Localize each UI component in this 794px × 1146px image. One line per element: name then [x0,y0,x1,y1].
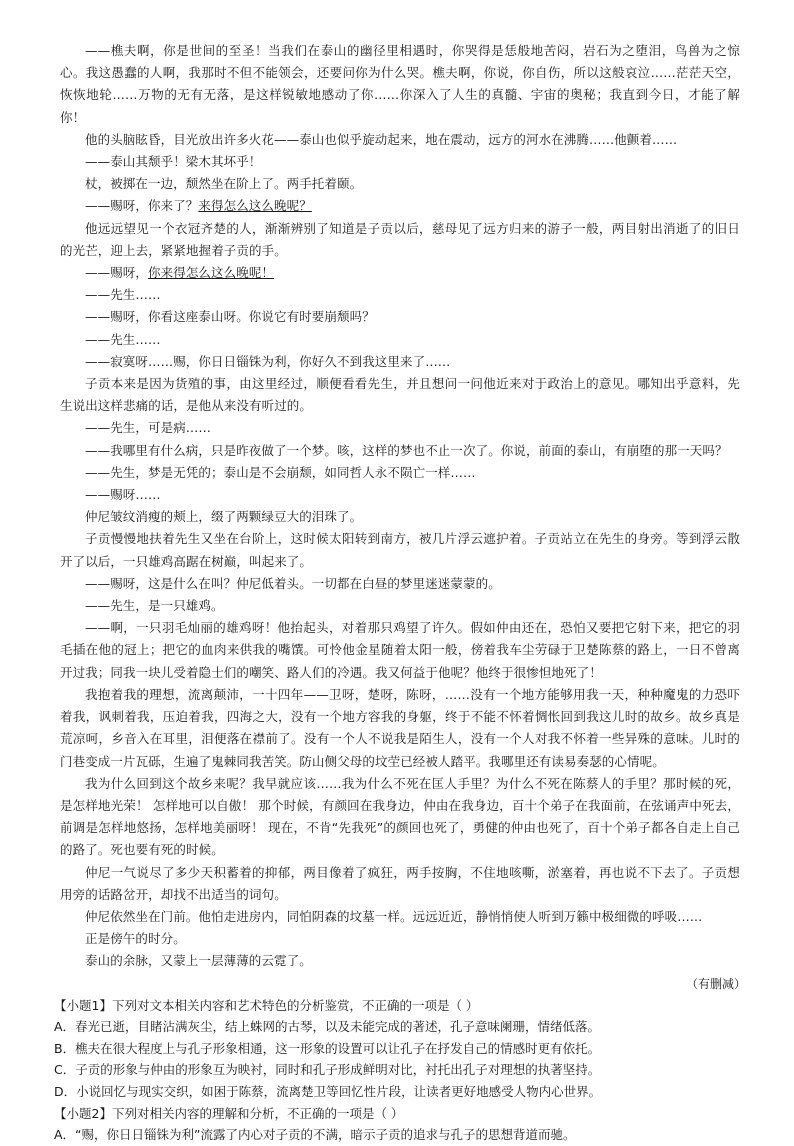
question-option: D．小说回忆与现实交织，如困于陈蔡，流离楚卫等回忆性片段，让读者更好地感受人物内心世界。 [54,1083,602,1099]
question-stem: 【小题2】下列对相关内容的理解和分析，不正确的一项是（ ） [54,1105,404,1121]
paragraph: 杖，被掷在一边，颓然坐在阶上了。两手托着颐。 [85,176,363,192]
paragraph: 他远远望见一个衣冠齐楚的人，渐渐辨别了知道是子贡以后，慈母见了远方归来的游子一般，两目射出消逝了的旧日的光芒，迎上去，紧紧地握着子贡的手。 [60,220,740,258]
questions [54,995,740,1146]
paragraph: 泰山的余脉，又蒙上一层薄薄的云霓了。 [85,953,312,969]
underlined-sentence: 你来得怎么这么晚呢！ [148,265,275,281]
paragraph: ——赐呀，你看这座泰山呀。你说它有时要崩颓吗？ [85,309,375,325]
paragraph: ——先生，是一只雄鸡。 [85,598,224,614]
paragraph: 他的头脑眩昏，目光放出许多火花——泰山也似乎旋动起来，地在震动，远方的河水在沸腾……他颤着…… [85,131,678,147]
paragraph: 我抱着我的理想，流离颠沛，一十四年——卫呀，楚呀，陈呀，……没有一个地方能够用我一天，种种魔鬼的力恐吓着我，讽刺着我，压迫着我，四海之大，没有一个地方容我的身躯，终于不能不怀着惆怅回到我这儿时的故乡。故乡真是荒凉呵，乡音入在耳里，泪便落在襟前了。没有一个人不说我是陌生人，没有一个人对我不怀着一些异殊的意味。儿时的门巷变成一片瓦砾，生遍了鬼棘同我苦笑。防山侧父母的坟茔已经被人踏平。我哪里还有读易奏瑟的心情呢。 [60,686,740,769]
paragraph: 仲尼依然坐在门前。他怕走进房内，同怕阴森的坟墓一样。远远近近，静悄悄使人听到万籁中极细微的呼吸…… [85,908,703,924]
paragraph: ——先生…… [85,331,161,347]
paragraph: 仲尼一气说尽了多少天积蓄着的抑郁，两目像着了疯狂，两手按胸，不住地咳嘶，淤塞着，再也说不下去了。子贡想用旁的话路岔开，却找不出适当的词句。 [60,864,740,902]
paragraph: ——我哪里有什么病，只是昨夜做了一个梦。咳，这样的梦也不止一次了。你说，前面的泰山，有崩堕的那一天吗？ [85,442,728,458]
paragraph: 正是傍午的时分。 [85,931,186,947]
question-option: C．子贡的形象与仲由的形象互为映衬，同时和孔子形成鲜明对比，衬托出孔子对理想的执著坚持。 [54,1062,601,1078]
paragraph: ——赐呀，这是什么在叫？仲尼低着头。一切都在白昼的梦里迷迷蒙蒙的。 [85,575,501,591]
question-option: A．“赐，你日日锱铢为利”流露了内心对子贡的不满，暗示子贡的追求与孔子的思想背道而驰。 [54,1127,576,1143]
paragraph: ——先生…… [85,287,161,303]
question-stem: 【小题1】下列对文本相关内容和艺术特色的分析鉴赏，不正确的一项是（ ） [54,997,479,1013]
paragraph: ——寂寞呀……赐，你日日锱铢为利，你好久不到我这里来了…… [85,353,451,369]
paragraph: 子贡慢慢地扶着先生又坐在台阶上，这时候太阳转到南方，被几片浮云遮护着。子贡站立在先生的身旁。等到浮云散开了以后，一只雄鸡高踞在树巅，叫起来了。 [60,531,740,569]
paragraph: 我为什么回到这个故乡来呢？我早就应该……我为什么不死在匡人手里？为什么不死在陈蔡人的手里？那时候的死，是怎样地光荣！ 怎样地可以自傲！ 那个时候，有颜回在我身边，仲由在我身边，百十个弟子在我面前，在弦诵声中死去，前调是怎样地悠扬，怎样地美丽呀！ 现在，不肯“先我死”的颜回也死了，勇健的仲由也死了，百十个弟子都各自走上自己的路了。死也要有死的时候。 [60,775,740,858]
paragraph [60,195,740,217]
question-option: B．樵夫在很大程度上与孔子形象相通，这一形象的设置可以让孔子在抒发自己的情感时更有依托。 [54,1040,601,1056]
paragraph: 子贡本来是因为货殖的事，由这里经过，顺便看看先生，并且想问一问他近来对于政治上的意见。哪知出乎意料，先生说出这样悲痛的话，是他从来没有听过的。 [60,376,740,414]
source-note: （有删减） [685,976,746,991]
paragraph: ——先生，梦是无凭的；泰山是不会崩颓，如同哲人永不陨亡一样…… [85,464,476,480]
question-option: A．春光已逝，目睹沾满灰尘，结上蛛网的古琴，以及未能完成的著述，孔子意味阑珊，情绪低落。 [54,1019,601,1035]
paragraph: ——樵夫啊，你是世间的至圣！当我们在泰山的幽径里相遇时，你哭得是恁般地苦闷，岩石为之堕泪，鸟兽为之惊心。我这愚蠢的人啊，我那时不但不能领会，还要问你为什么哭。樵夫啊，你说，你自伤，所以这般哀泣……茫茫天空，恢恢地轮……万物的无有无落，是这样锐敏地感动了你……你深入了人生的真髓、宇宙的奥秘；我直到今日，才能了解你！ [60,43,740,125]
paragraph: 仲尼皱纹消瘦的颊上，缀了两颗绿豆大的泪珠了。 [85,509,363,525]
paragraph: ——赐呀…… [85,487,161,503]
dialogue-text: ——赐呀，你来了？ [85,198,199,214]
dialogue-text: ——赐呀， [85,265,149,281]
underlined-sentence: 来得怎么这么晚呢？ [198,198,312,214]
paragraph: ——先生，可是病…… [85,420,212,436]
passage [54,40,746,1146]
paragraph: ——泰山其颓乎！梁木其坏乎！ [85,154,262,170]
paragraph: ——啊，一只羽毛灿丽的雄鸡呀！他抬起头，对着那只鸡望了许久。假如仲由还在，恐怕又要把它射下来，把它的羽毛插在他的冠上；把它的血肉来供我的嘴馔。可怜他金星随着太阳一般，傍着我车尘劳碌于卫楚陈蔡的路上，一日不曾离开过我；同我一块儿受着隐士们的嘲笑、路人们的冷遇。我又何益于他呢？他终于很惨怛地死了！ [60,620,740,680]
paragraph [60,262,740,284]
